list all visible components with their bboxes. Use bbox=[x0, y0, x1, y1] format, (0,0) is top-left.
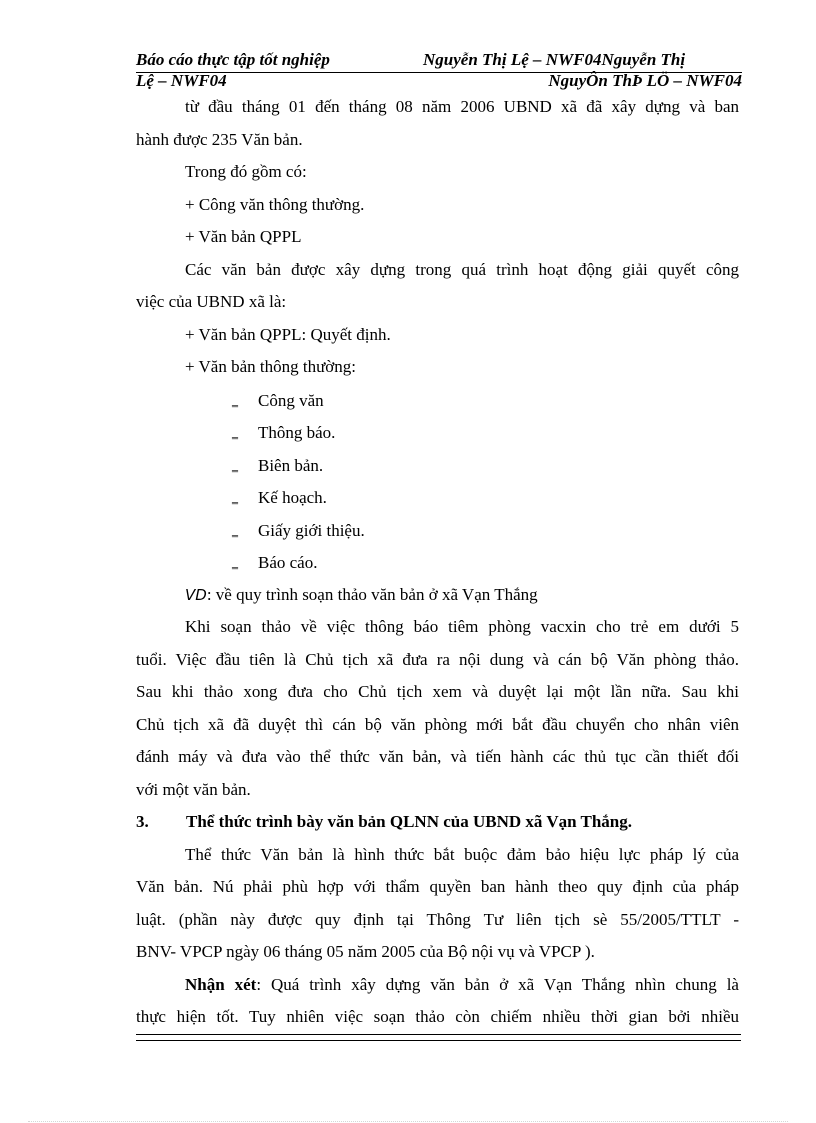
header-author-garbled: NguyÔn ThÞ LÖ – NWF04 bbox=[548, 71, 742, 90]
bullet-item bbox=[136, 384, 739, 417]
bullet-item bbox=[136, 481, 739, 514]
remark-label: Nhận xét bbox=[185, 974, 257, 994]
paragraph-line: Sau khi thảo xong đưa cho Chủ tịch xem và duyệt lại một lần nữa. Sau khi bbox=[136, 682, 739, 701]
paragraph-line: hành được 235 Văn bản. bbox=[136, 129, 303, 149]
bullet-text: Kế hoạch. bbox=[258, 488, 327, 507]
paragraph-line: đánh máy và đưa vào thể thức văn bản, và tiến hành các thủ tục cần thiết đối bbox=[136, 747, 739, 766]
bullet-text: Báo cáo. bbox=[258, 553, 318, 572]
paragraph-line: BNV- VPCP ngày 06 tháng 05 năm 2005 của Bộ nội vụ và VPCP ). bbox=[136, 942, 595, 961]
header-author: Nguyễn Thị Lệ – NWF04Nguyễn Thị bbox=[423, 50, 686, 69]
paragraph-line bbox=[136, 969, 739, 1002]
header-author-continued: Lệ – NWF04 bbox=[136, 71, 227, 90]
example-label: VD bbox=[185, 585, 207, 604]
bullet-item bbox=[136, 514, 739, 547]
paragraph-line: với một văn bản. bbox=[136, 779, 251, 799]
paragraph-line: Chủ tịch xã đã duyệt thì cán bộ văn phòng mới bắt đầu chuyển cho nhân viên bbox=[136, 714, 739, 734]
bullet-text: Công văn bbox=[258, 390, 324, 410]
paragraph-line: Thể thức Văn bản là hình thức bắt buộc đảm bảo hiệu lực pháp lý của bbox=[185, 844, 739, 864]
page-bottom-edge bbox=[28, 1121, 788, 1122]
paragraph-line: Văn bản. Nú phải phù hợp với thẩm quyền ban hành theo quy định của pháp bbox=[136, 877, 739, 896]
paragraph-line: luật. (phần này được quy định tại Thông Tư liên tịch sè 55/2005/TTLT - bbox=[136, 909, 739, 929]
header-report-title: Báo cáo thực tập tốt nghiệp bbox=[136, 50, 330, 69]
example-line bbox=[136, 579, 739, 612]
bullet-text: Biên bản. bbox=[258, 455, 324, 475]
bullet-dash: ‗ bbox=[232, 522, 238, 537]
bullet-dash: ‗ bbox=[232, 555, 238, 569]
list-item: + Văn bản thông thường: bbox=[185, 357, 357, 376]
paragraph-line: Khi soạn thảo về việc thông báo tiêm phòng vacxin cho trẻ em dưới 5 bbox=[185, 617, 739, 636]
document-body bbox=[136, 91, 739, 1034]
section-title: Thể thức trình bày văn bản QLNN của UBND xã Vạn Thắng. bbox=[186, 812, 633, 831]
paragraph-line: Các văn bản được xây dựng trong quá trình hoạt động giải quyết công bbox=[185, 259, 739, 279]
bullet-text: Giấy giới thiệu. bbox=[258, 520, 365, 540]
paragraph-line: từ đầu tháng 01 đến tháng 08 năm 2006 UBND xã đã xây dựng và ban bbox=[185, 97, 739, 116]
bullet-dash: ‗ bbox=[232, 490, 238, 504]
bullet-dash: ‗ bbox=[232, 425, 238, 439]
bullet-item bbox=[136, 449, 739, 482]
paragraph-line: thực hiện tốt. Tuy nhiên việc soạn thảo còn chiếm nhiều thời gian bởi nhiều bbox=[136, 1007, 739, 1026]
paragraph-line: tuổi. Việc đầu tiên là Chủ tịch xã đưa ra nội dung và cán bộ Văn phòng thảo. bbox=[136, 649, 739, 669]
bullet-dash: ‗ bbox=[232, 457, 238, 472]
paragraph-line: Trong đó gồm có: bbox=[185, 162, 307, 181]
bullet-item bbox=[136, 546, 739, 579]
page-header-line-2 bbox=[136, 71, 742, 93]
footer-double-rule bbox=[136, 1034, 741, 1041]
remark-text: : Quá trình xây dựng văn bản ở xã Vạn Thắng nhìn chung là bbox=[256, 974, 739, 994]
list-item: + Văn bản QPPL: Quyết định. bbox=[185, 324, 391, 344]
list-item: + Công văn thông thường. bbox=[185, 194, 365, 214]
page-header-line-1 bbox=[136, 50, 742, 73]
example-text: : về quy trình soạn thảo văn bản ở xã Vạn Thắng bbox=[206, 584, 538, 604]
bullet-item bbox=[136, 416, 739, 449]
bullet-text: Thông báo. bbox=[258, 423, 336, 442]
section-heading bbox=[136, 806, 739, 839]
bullet-dash: ‗ bbox=[232, 392, 238, 407]
paragraph-line: việc của UBND xã là: bbox=[136, 292, 287, 311]
section-number: 3. bbox=[136, 812, 149, 831]
list-item: + Văn bản QPPL bbox=[185, 227, 302, 246]
